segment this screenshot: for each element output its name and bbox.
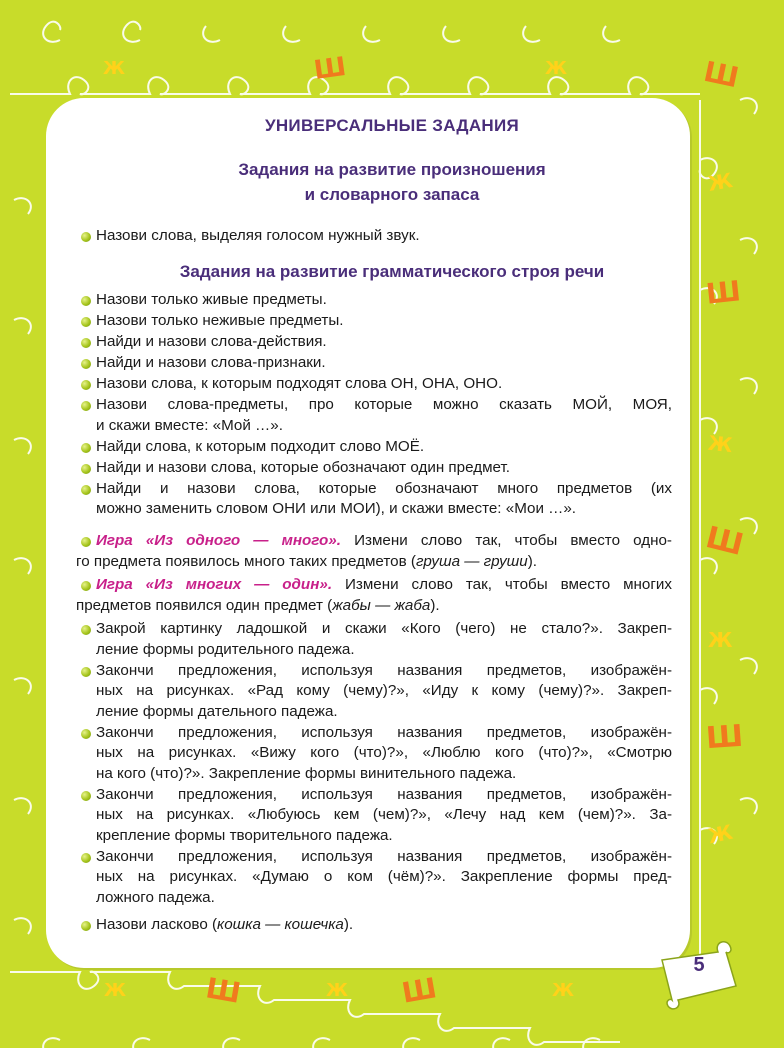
game-title: Игра «Из одного — много». — [96, 532, 341, 549]
game-text: ). — [527, 552, 538, 570]
list-item-line: Найди и назови слова, которые обозначают один предмет. — [96, 458, 510, 476]
decor-letter-zh: Ж — [705, 819, 735, 849]
list-item-line: Найди слова, к которым подходит слово МОЁ. — [96, 437, 425, 455]
bullet-icon — [81, 296, 91, 306]
decor-letter-zh: Ж — [104, 980, 127, 1001]
list-item — [96, 785, 672, 847]
decor-letter-sh: Ш — [704, 718, 745, 757]
list-item-line: Закончи предложения, используя названия предметов, изображён- — [96, 785, 672, 803]
game-example: жабы — жаба — [332, 596, 431, 614]
list-item — [96, 226, 672, 247]
decor-letter-zh: Ж — [708, 628, 733, 652]
decor-letter-sh: Ш — [702, 520, 747, 563]
game-example: груша — груши — [415, 552, 528, 570]
list-item-line: можно заменить словом ОНИ или МОИ), и скажи вместе: «Мои …». — [96, 500, 577, 517]
bullet-icon — [81, 338, 91, 348]
decor-letter-sh: Ш — [203, 971, 244, 1010]
list-item — [96, 395, 672, 436]
list-item-line: крепление формы творительного падежа. — [96, 826, 393, 844]
bullet-icon — [81, 232, 91, 242]
list-item — [96, 661, 672, 723]
list-item-line: Назови слова-предметы, про которые можно сказать МОЙ, МОЯ, — [96, 396, 672, 413]
list-item-line: ление формы родительного падежа. — [96, 640, 355, 658]
list-item-line: Закончи предложения, используя названия предметов, изображён- — [96, 847, 672, 865]
bullet-icon — [81, 359, 91, 369]
list-item-line: ление формы дательного падежа. — [96, 702, 338, 720]
list-item-line: Найди и назови слова-действия. — [96, 333, 327, 350]
list-item-line: Найди и назови слова, которые обозначают много предметов (их — [96, 479, 672, 497]
list-item — [96, 311, 672, 332]
bullet-icon — [81, 853, 91, 863]
list-item-line: Закончи предложения, используя названия предметов, изображён- — [96, 661, 672, 679]
game-text: го предмета появилось много таких предметов ( — [76, 552, 416, 570]
list-item — [96, 619, 672, 660]
bullet-icon — [81, 729, 91, 739]
bullet-icon — [81, 791, 91, 801]
bullet-icon — [81, 667, 91, 677]
decor-letter-sh: Ш — [704, 274, 743, 311]
list-item-line: ложного падежа. — [96, 888, 215, 906]
section2-title: Задания на развитие грамматического строя речи — [179, 262, 605, 281]
section1-title-line1: Задания на развитие произношения — [238, 160, 546, 179]
decor-letter-zh: Ж — [552, 980, 575, 1001]
game-text: Измени слово так, чтобы вместо одно- — [340, 532, 672, 549]
page-number: 5 — [693, 954, 705, 976]
list-item — [96, 479, 672, 520]
list-item — [96, 847, 672, 909]
game-item — [76, 575, 672, 616]
list-item-line: ных на рисунках. «Любуюсь кем (чем)?», «Лечу над кем (чем)?». За- — [96, 806, 672, 823]
main-title: УНИВЕРСАЛЬНЫЕ ЗАДАНИЯ — [264, 116, 520, 135]
list-item-line: ных на рисунках. «Рад кому (чему)?», «Иду к кому (чему)?». Закреп- — [96, 682, 672, 699]
bullet-icon — [81, 380, 91, 390]
decor-letter-zh: Ж — [103, 58, 126, 79]
game-item — [76, 531, 672, 572]
game-text: предметов появился один предмет ( — [76, 596, 333, 614]
bullet-icon — [81, 485, 91, 495]
list-item — [96, 290, 672, 311]
list-item-line: ных на рисунках. «Думаю о ком (чём)?». Закрепление формы пред- — [96, 868, 672, 885]
list-item-text: Назови ласково ( — [96, 916, 218, 933]
bullet-icon — [81, 625, 91, 635]
bullet-icon — [81, 401, 91, 411]
decor-letter-sh: Ш — [312, 51, 349, 87]
game-text: Измени слово так, чтобы вместо многих — [332, 576, 672, 593]
list-item — [96, 353, 672, 374]
list-item-line: Назови слова, к которым подходят слова ОН, ОНА, ОНО. — [96, 375, 503, 392]
decor-letter-zh: Ж — [706, 168, 735, 196]
page-number-badge — [656, 940, 746, 1010]
decor-letter-sh: Ш — [700, 54, 742, 95]
list-item — [96, 458, 672, 479]
section1-title-line2: и словарного запаса — [304, 185, 480, 204]
bullet-icon — [81, 443, 91, 453]
list-item — [96, 437, 672, 458]
list-item-line: и скажи вместе: «Мой …». — [96, 416, 283, 434]
bullet-icon — [81, 921, 91, 931]
list-item-line: на кого (что)?». Закрепление формы винительного падежа. — [96, 764, 517, 782]
list-item-text: ). — [343, 916, 354, 933]
list-item — [96, 374, 672, 395]
list-item — [96, 915, 672, 936]
list-item-line: Назови только неживые предметы. — [96, 312, 344, 329]
decor-letter-sh: Ш — [399, 971, 440, 1010]
list-item-line: Закончи предложения, используя названия предметов, изображён- — [96, 723, 672, 741]
game-text: ). — [430, 596, 440, 614]
list-item-line: Назови только живые предметы. — [96, 291, 327, 308]
bullet-icon — [81, 317, 91, 327]
list-item-example: кошка — кошечка — [217, 916, 344, 933]
list-item-line: ных на рисунках. «Вижу кого (что)?», «Люблю кого (что)?», «Смотрю — [96, 744, 672, 761]
game-title: Игра «Из многих — один». — [96, 576, 333, 593]
decor-letter-zh: Ж — [706, 430, 734, 458]
list-item — [96, 332, 672, 353]
list-item-line: Найди и назови слова-признаки. — [96, 354, 326, 371]
decor-letter-zh: Ж — [326, 980, 349, 1001]
bullet-icon — [81, 464, 91, 474]
decor-letter-zh: Ж — [545, 58, 568, 79]
list-item-line: Назови слова, выделяя голосом нужный звук. — [96, 227, 420, 244]
list-item-line: Закрой картинку ладошкой и скажи «Кого (чего) не стало?». Закреп- — [96, 620, 672, 637]
list-item — [96, 723, 672, 785]
